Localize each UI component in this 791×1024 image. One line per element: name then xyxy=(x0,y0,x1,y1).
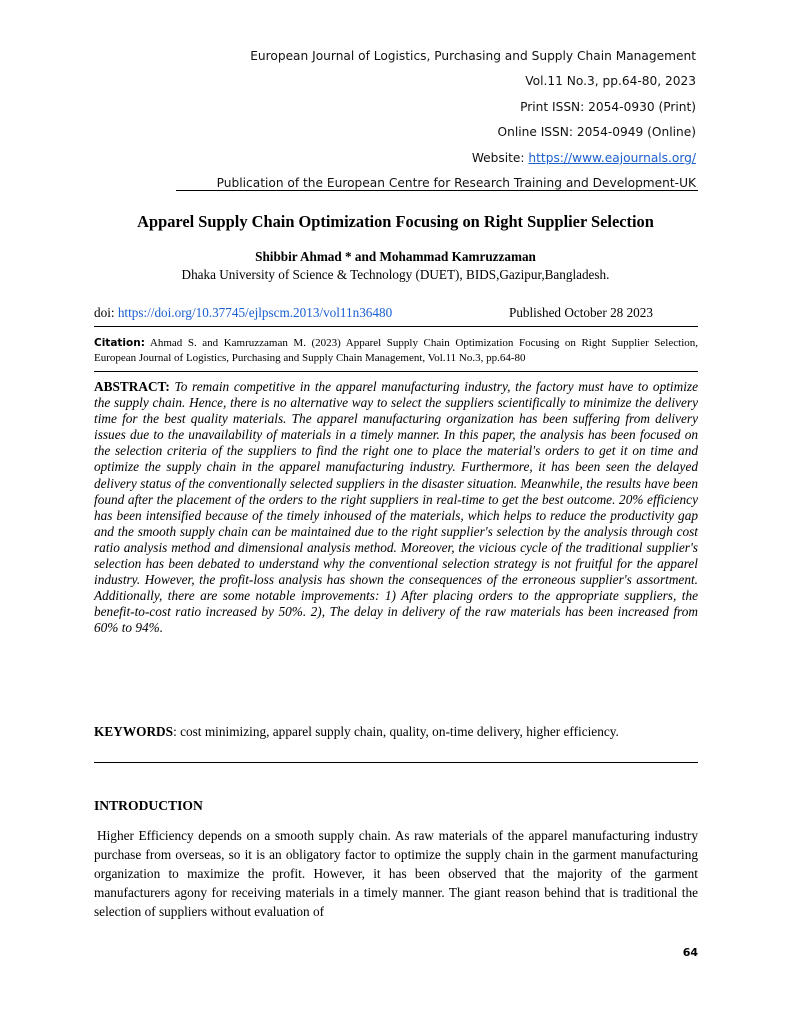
volume-info: Vol.11 No.3, pp.64-80, 2023 xyxy=(525,74,696,88)
keywords-divider xyxy=(94,762,698,763)
doi-line xyxy=(94,305,392,321)
website-line xyxy=(472,150,696,166)
website-link[interactable]: https://www.eajournals.org/ xyxy=(528,151,696,165)
abstract xyxy=(94,379,698,637)
keywords-text: : cost minimizing, apparel supply chain, quality, on-time delivery, higher efficiency. xyxy=(173,724,619,739)
doi-link[interactable]: https://doi.org/10.37745/ejlpscm.2013/vol11n36480 xyxy=(117,305,393,320)
citation-label: Citation: xyxy=(94,337,145,349)
online-issn: Online ISSN: 2054-0949 (Online) xyxy=(497,125,696,139)
affiliation: Dhaka University of Science & Technology (DUET), BIDS,Gazipur,Bangladesh. xyxy=(181,267,610,282)
citation-bottom-divider xyxy=(94,371,698,372)
page-number: 64 xyxy=(682,946,698,959)
introduction-heading: INTRODUCTION xyxy=(94,798,203,813)
citation xyxy=(94,336,698,365)
citation-top-divider xyxy=(94,326,698,327)
keywords xyxy=(94,724,698,740)
abstract-text: To remain competitive in the apparel manufacturing industry, the factory must have to optimize the supply chain. Hence, there is no alternative way to select the suppliers scientifically to minimize the delivery time for the best quality materials. The apparel manufacturing organization has been suffering from delivery issues due to the unavailability of materials in a timely manner. In this paper, the analysis has been focused on the selection criteria of the suppliers to find the right one to place the material's orders to get it on time and optimize the supply chain in the apparel manufacturing industry. Furthermore, it has been seen the delayed delivery status of the conventionally selected suppliers in the disaster situation. Meanwhile, the results have been found after the placement of the orders to the right suppliers in real-time to get the best outcome. 20% efficiency has been intensified because of the timely inhoused of the materials, which helps to reduce the productivity gap and the smooth supply chain can be maintained due to the right supplier's selection by the analysis through cost ratio analysis method and dimensional analysis method. Moreover, the vicious cycle of the traditional supplier's selection has been debated to understand why the conventional selection strategy is not fruitful for the apparel industry. However, the profit-loss analysis has shown the consequences of the erroneous supplier's assortment. Additionally, there are some notable improvements: 1) After placing orders to the appropriate suppliers, the benefit-to-cost ratio increased by 50%. 2), The delay in delivery of the raw materials has been increased from 60% to 94%. xyxy=(94,379,698,636)
print-issn: Print ISSN: 2054-0930 (Print) xyxy=(520,100,696,114)
website-label: Website: xyxy=(471,151,529,165)
article-title: Apparel Supply Chain Optimization Focusing on Right Supplier Selection xyxy=(137,212,654,231)
published-date: Published October 28 2023 xyxy=(509,305,653,320)
citation-text: Ahmad S. and Kamruzzaman M. (2023) Apparel Supply Chain Optimization Focusing on Right Supplier Selection, European Journal of Logistics, Purchasing and Supply Chain Management, Vol.11 No.3, pp.64-80 xyxy=(94,337,698,364)
header-divider xyxy=(176,190,698,191)
introduction-paragraph: Higher Efficiency depends on a smooth supply chain. As raw materials of the apparel manufacturing industry purchase from overseas, so it is an obligatory factor to optimize the supply chain in the garment manufacturing organization to maximize the profit. However, it has been observed that the majority of the garment manufacturers agony for receiving materials in a timely manner. The giant reason behind that is traditional the selection of suppliers without evaluation of xyxy=(94,828,698,919)
doi-label: doi: xyxy=(94,305,118,320)
keywords-label: KEYWORDS xyxy=(94,724,174,739)
abstract-label: ABSTRACT: xyxy=(94,379,170,394)
authors: Shibbir Ahmad * and Mohammad Kamruzzaman xyxy=(255,249,536,264)
journal-name: European Journal of Logistics, Purchasing and Supply Chain Management xyxy=(250,49,696,63)
publisher-line: Publication of the European Centre for Research Training and Development-UK xyxy=(216,176,696,190)
